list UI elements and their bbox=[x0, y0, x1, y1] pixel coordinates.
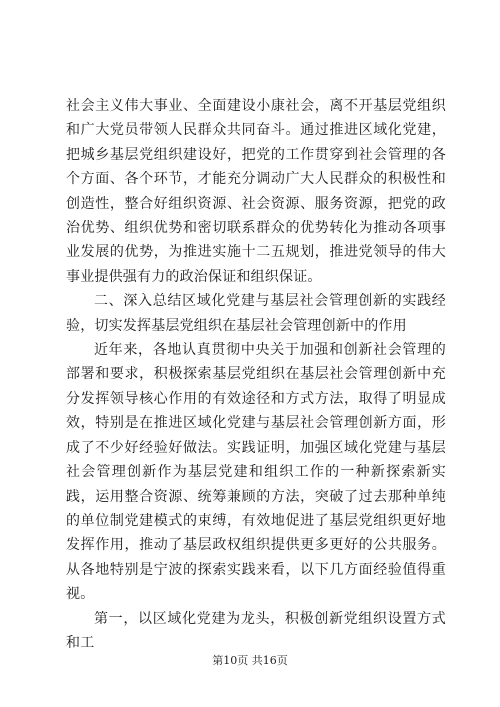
document-body bbox=[66, 94, 446, 655]
paragraph-practice: 近年来，各地认真贯彻中央关于加强和创新社会管理的部署和要求，积极探索基层党组织在基层社会管理创新中充分发挥领导核心作用的有效途径和方式方法，取得了明显成效，特别是在推进区域化党建与基层社会管理创新方面，形成了不少好经验好做法。实践证明，加强区域化党建与基层社会管理创新作为基层党建和组织工作的一种新探索新实践，运用整合资源、统筹兼顾的方法，突破了过去那种单纯的单位制党建模式的束缚，有效地促进了基层党组织更好地发挥作用，推动了基层政权组织提供更多更好的公共服务。从各地特别是宁波的探索实践来看，以下几方面经验值得重视。 bbox=[66, 342, 446, 603]
paragraph-first-point: 第一，以区域化党建为龙头，积极创新党组织设置方式和工 bbox=[66, 610, 446, 651]
paragraph-continuation: 社会主义伟大事业、全面建设小康社会，离不开基层党组织和广大党员带领人民群众共同奋斗。通过推进区域化党建，把城乡基层党组织建设好，把党的工作贯穿到社会管理的各个方面、各个环节，才能充分调动广大人民群众的积极性和创造性，整合好组织资源、社会资源、服务资源，把党的政治优势、组织优势和密切联系群众的优势转化为推动各项事业发展的优势，为推进实施十二五规划，推进党领导的伟大事业提供强有力的政治保证和组织保证。 bbox=[66, 98, 446, 285]
section-heading: 二、深入总结区域化党建与基层社会管理创新的实践经验，切实发挥基层党组织在基层社会管理创新中的作用 bbox=[66, 293, 446, 334]
page-footer: 第10页 共16页 bbox=[212, 654, 288, 667]
